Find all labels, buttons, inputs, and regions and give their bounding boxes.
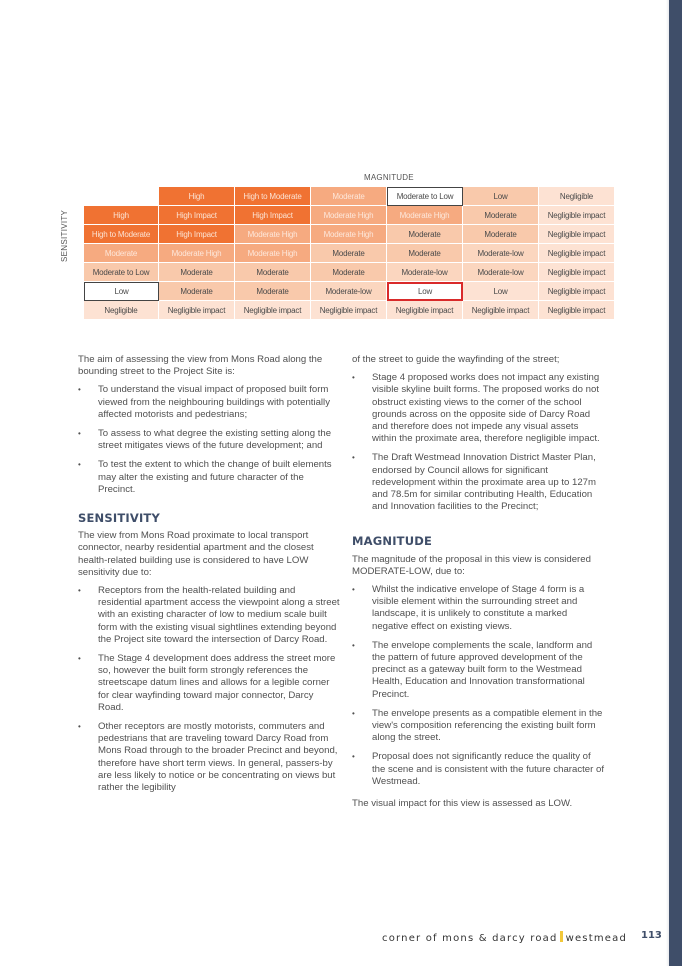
matrix-cell: Moderate High	[235, 244, 311, 263]
matrix-cell: Moderate	[463, 206, 539, 225]
list-item: • Receptors from the health-related building and residential apartment access the viewpoint along a street with an existing character of low to medium scale built form with the existing visual sightlines extending beyond the Project site toward the intersection of Darcy Road.	[78, 585, 340, 645]
impact-matrix	[84, 187, 615, 320]
row-header: High to Moderate	[84, 225, 159, 244]
conclusion: The visual impact for this view is assessed as LOW.	[352, 798, 573, 810]
matrix-cell: Moderate-low	[463, 244, 539, 263]
row-header: Negligible	[84, 301, 159, 320]
column-header: High to Moderate	[235, 187, 311, 206]
bullet-icon: •	[78, 722, 81, 732]
matrix-cell: Moderate	[311, 244, 387, 263]
matrix-cell-selected-result: Low	[387, 282, 463, 301]
footer-location: corner of mons & darcy road	[382, 933, 558, 944]
matrix-corner	[84, 187, 159, 206]
magnitude-axis-label: MAGNITUDE	[364, 173, 414, 182]
sensitivity-axis-label: SENSITIVITY	[60, 209, 69, 262]
matrix-cell: High Impact	[235, 206, 311, 225]
column-header: Moderate	[311, 187, 387, 206]
bullet-icon: •	[78, 429, 81, 439]
bullet-icon: •	[78, 385, 81, 395]
page-number: 113	[641, 930, 662, 941]
row-header: Moderate to Low	[84, 263, 159, 282]
column-header-selected: Moderate to Low	[387, 187, 463, 206]
sensitivity-list	[78, 585, 340, 794]
magnitude-intro: The magnitude of the proposal in this view is considered MODERATE-LOW, due to:	[352, 553, 591, 577]
sensitivity-heading: SENSITIVITY	[78, 511, 160, 526]
list-item: • The Stage 4 development does address the street more so, however the built form strongly references the streetscape datum lines and allows for a legible corner for clear wayfinding toward major connector, Darcy Road.	[78, 653, 336, 713]
matrix-cell: Moderate High	[311, 225, 387, 244]
row-header-selected: Low	[84, 282, 159, 301]
column-header: High	[159, 187, 235, 206]
page-footer	[382, 931, 627, 944]
matrix-cell: Moderate	[235, 282, 311, 301]
list-item: • The Draft Westmead Innovation District Master Plan, endorsed by Council allows for significant redevelopment within the proximate area up to 127m and 78.5m for similar contributing Health, Education and Innovation facilities to the Precinct;	[352, 452, 596, 513]
matrix-cell: Negligible impact	[387, 301, 463, 320]
bullet-icon: •	[352, 585, 355, 595]
matrix-cell: Moderate	[387, 225, 463, 244]
continued-text: of the street to guide the wayfinding of the street;	[352, 354, 560, 365]
bullet-icon: •	[352, 752, 355, 762]
matrix-cell: Moderate	[311, 263, 387, 282]
matrix-cell: Moderate-low	[463, 263, 539, 282]
matrix-cell: Moderate-low	[311, 282, 387, 301]
matrix-cell: Negligible impact	[235, 301, 311, 320]
column-header: Low	[463, 187, 539, 206]
matrix-cell: Moderate-low	[387, 263, 463, 282]
list-item: • Proposal does not significantly reduce the quality of the scene and is consistent with the future character of Westmead.	[352, 751, 604, 787]
matrix-cell: Moderate	[159, 282, 235, 301]
matrix-cell: Moderate High	[387, 206, 463, 225]
list-item: • To understand the visual impact of proposed built form viewed from the neighbouring buildings with potentially affected motorists and pedestrians;	[78, 384, 330, 420]
matrix-cell: Moderate High	[311, 206, 387, 225]
list-item: • To test the extent to which the change of built elements may alter the existing and future character of the Precinct.	[78, 459, 332, 495]
side-accent-bar	[669, 0, 682, 966]
footer-separator	[560, 931, 563, 942]
bullet-icon: •	[352, 373, 355, 383]
sensitivity-list-continued	[352, 372, 604, 513]
list-item: • Other receptors are mostly motorists, commuters and pedestrians that are traveling toward Darcy Road from Mons Road through to the broader Precinct and beyond, therefore have short term views. In general, passers-by are less likely to notice or be concentrating on views but rather the legibility	[78, 721, 338, 794]
right-column	[352, 354, 604, 816]
aims-list	[78, 384, 340, 496]
matrix-cell: Negligible impact	[539, 282, 615, 301]
matrix-cell: High Impact	[159, 206, 235, 225]
left-column	[78, 354, 340, 804]
matrix-cell: Negligible impact	[463, 301, 539, 320]
magnitude-list	[352, 584, 604, 788]
matrix-cell: Negligible impact	[539, 206, 615, 225]
matrix-cell: Negligible impact	[159, 301, 235, 320]
bullet-icon: •	[78, 460, 81, 470]
list-item: • Stage 4 proposed works does not impact any existing visible skyline built forms. The proposed works do not obstruct existing views to the corner of the school grounds across on the opposite side of Darcy Road and therefore does not impede any visual assets within the proximate area, therefore negligible impact.	[352, 372, 600, 445]
matrix-cell: Low	[463, 282, 539, 301]
intro-paragraph: The aim of assessing the view from Mons Road along the bounding street to the Project Site is:	[78, 354, 323, 378]
matrix-cell: Negligible impact	[539, 301, 615, 320]
matrix-cell: Moderate	[387, 244, 463, 263]
row-header: Moderate	[84, 244, 159, 263]
matrix-cell: Moderate	[463, 225, 539, 244]
matrix-cell: Moderate	[235, 263, 311, 282]
matrix-cell: Negligible impact	[539, 244, 615, 263]
matrix-cell: Moderate High	[235, 225, 311, 244]
matrix-cell: Negligible impact	[539, 263, 615, 282]
list-item: • The envelope presents as a compatible element in the view's composition referencing the existing built form along the street.	[352, 707, 603, 744]
list-item: • The envelope complements the scale, landform and the pattern of future approved development of the precinct as a gateway built form to the Westmead Health, Education and Innovation transformational Precinct.	[352, 639, 593, 700]
bullet-icon: •	[352, 708, 355, 718]
footer-suburb: westmead	[565, 933, 627, 944]
list-item: • Whilst the indicative envelope of Stage 4 form is a visible element within the surrounding street and landscape, it is unlikely to constitute a marked negative effect on existing views.	[352, 584, 585, 632]
list-item: • To assess to what degree the existing setting along the street mitigates views of the future development; and	[78, 428, 332, 452]
magnitude-heading: MAGNITUDE	[352, 534, 433, 549]
matrix-cell: Negligible impact	[539, 225, 615, 244]
bullet-icon: •	[352, 453, 355, 463]
matrix-cell: High Impact	[159, 225, 235, 244]
bullet-icon: •	[352, 640, 355, 650]
sensitivity-intro: The view from Mons Road proximate to local transport connector, nearby residential apartment and the closest health-related building use is considered to have LOW sensitivity due to:	[78, 530, 314, 578]
matrix-cell: Moderate High	[159, 244, 235, 263]
bullet-icon: •	[78, 586, 81, 596]
row-header: High	[84, 206, 159, 225]
matrix-cell: Moderate	[159, 263, 235, 282]
bullet-icon: •	[78, 654, 81, 664]
matrix-cell: Negligible impact	[311, 301, 387, 320]
column-header: Negligible	[539, 187, 615, 206]
